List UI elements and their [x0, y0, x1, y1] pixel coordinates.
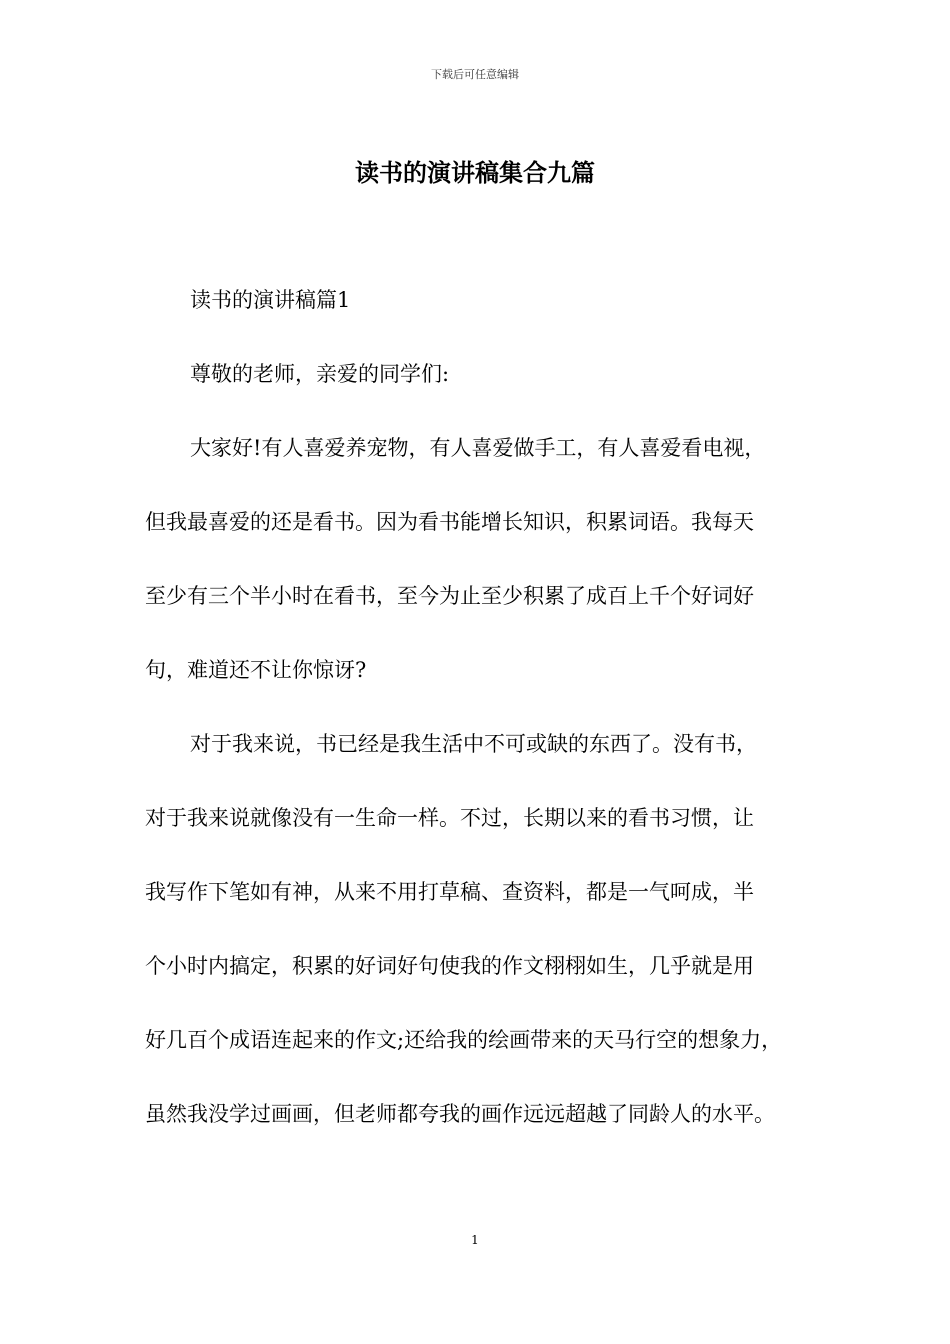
paragraph-line: 至少有三个半小时在看书，至今为止至少积累了成百上千个好词好 [145, 584, 754, 608]
paragraph-line: 虽然我没学过画画，但老师都夸我的画作远远超越了同龄人的水平。 [145, 1102, 775, 1126]
paragraph-line: 句，难道还不让你惊讶? [145, 658, 367, 682]
paragraph-line: 我写作下笔如有神，从来不用打草稿、查资料，都是一气呵成，半 [145, 880, 754, 904]
paragraph-line: 对于我来说，书已经是我生活中不可或缺的东西了。没有书， [190, 732, 757, 756]
paragraph-line: 个小时内搞定，积累的好词好句使我的作文栩栩如生，几乎就是用 [145, 954, 754, 978]
paragraph-line: 对于我来说就像没有一生命一样。不过，长期以来的看书习惯，让 [145, 806, 754, 830]
document-title: 读书的演讲稿集合九篇 [355, 158, 595, 187]
page-number: 1 [471, 1233, 479, 1247]
paragraph-line: 大家好!有人喜爱养宠物，有人喜爱做手工，有人喜爱看电视， [190, 436, 766, 460]
page-header-note: 下载后可任意编辑 [431, 68, 519, 81]
paragraph-line: 好几百个成语连起来的作文;还给我的绘画带来的天马行空的想象力， [145, 1028, 783, 1052]
salutation-line: 尊敬的老师，亲爱的同学们: [190, 362, 450, 386]
paragraph-line: 但我最喜爱的还是看书。因为看书能增长知识，积累词语。我每天 [145, 510, 754, 534]
section-heading: 读书的演讲稿篇1 [190, 288, 351, 312]
